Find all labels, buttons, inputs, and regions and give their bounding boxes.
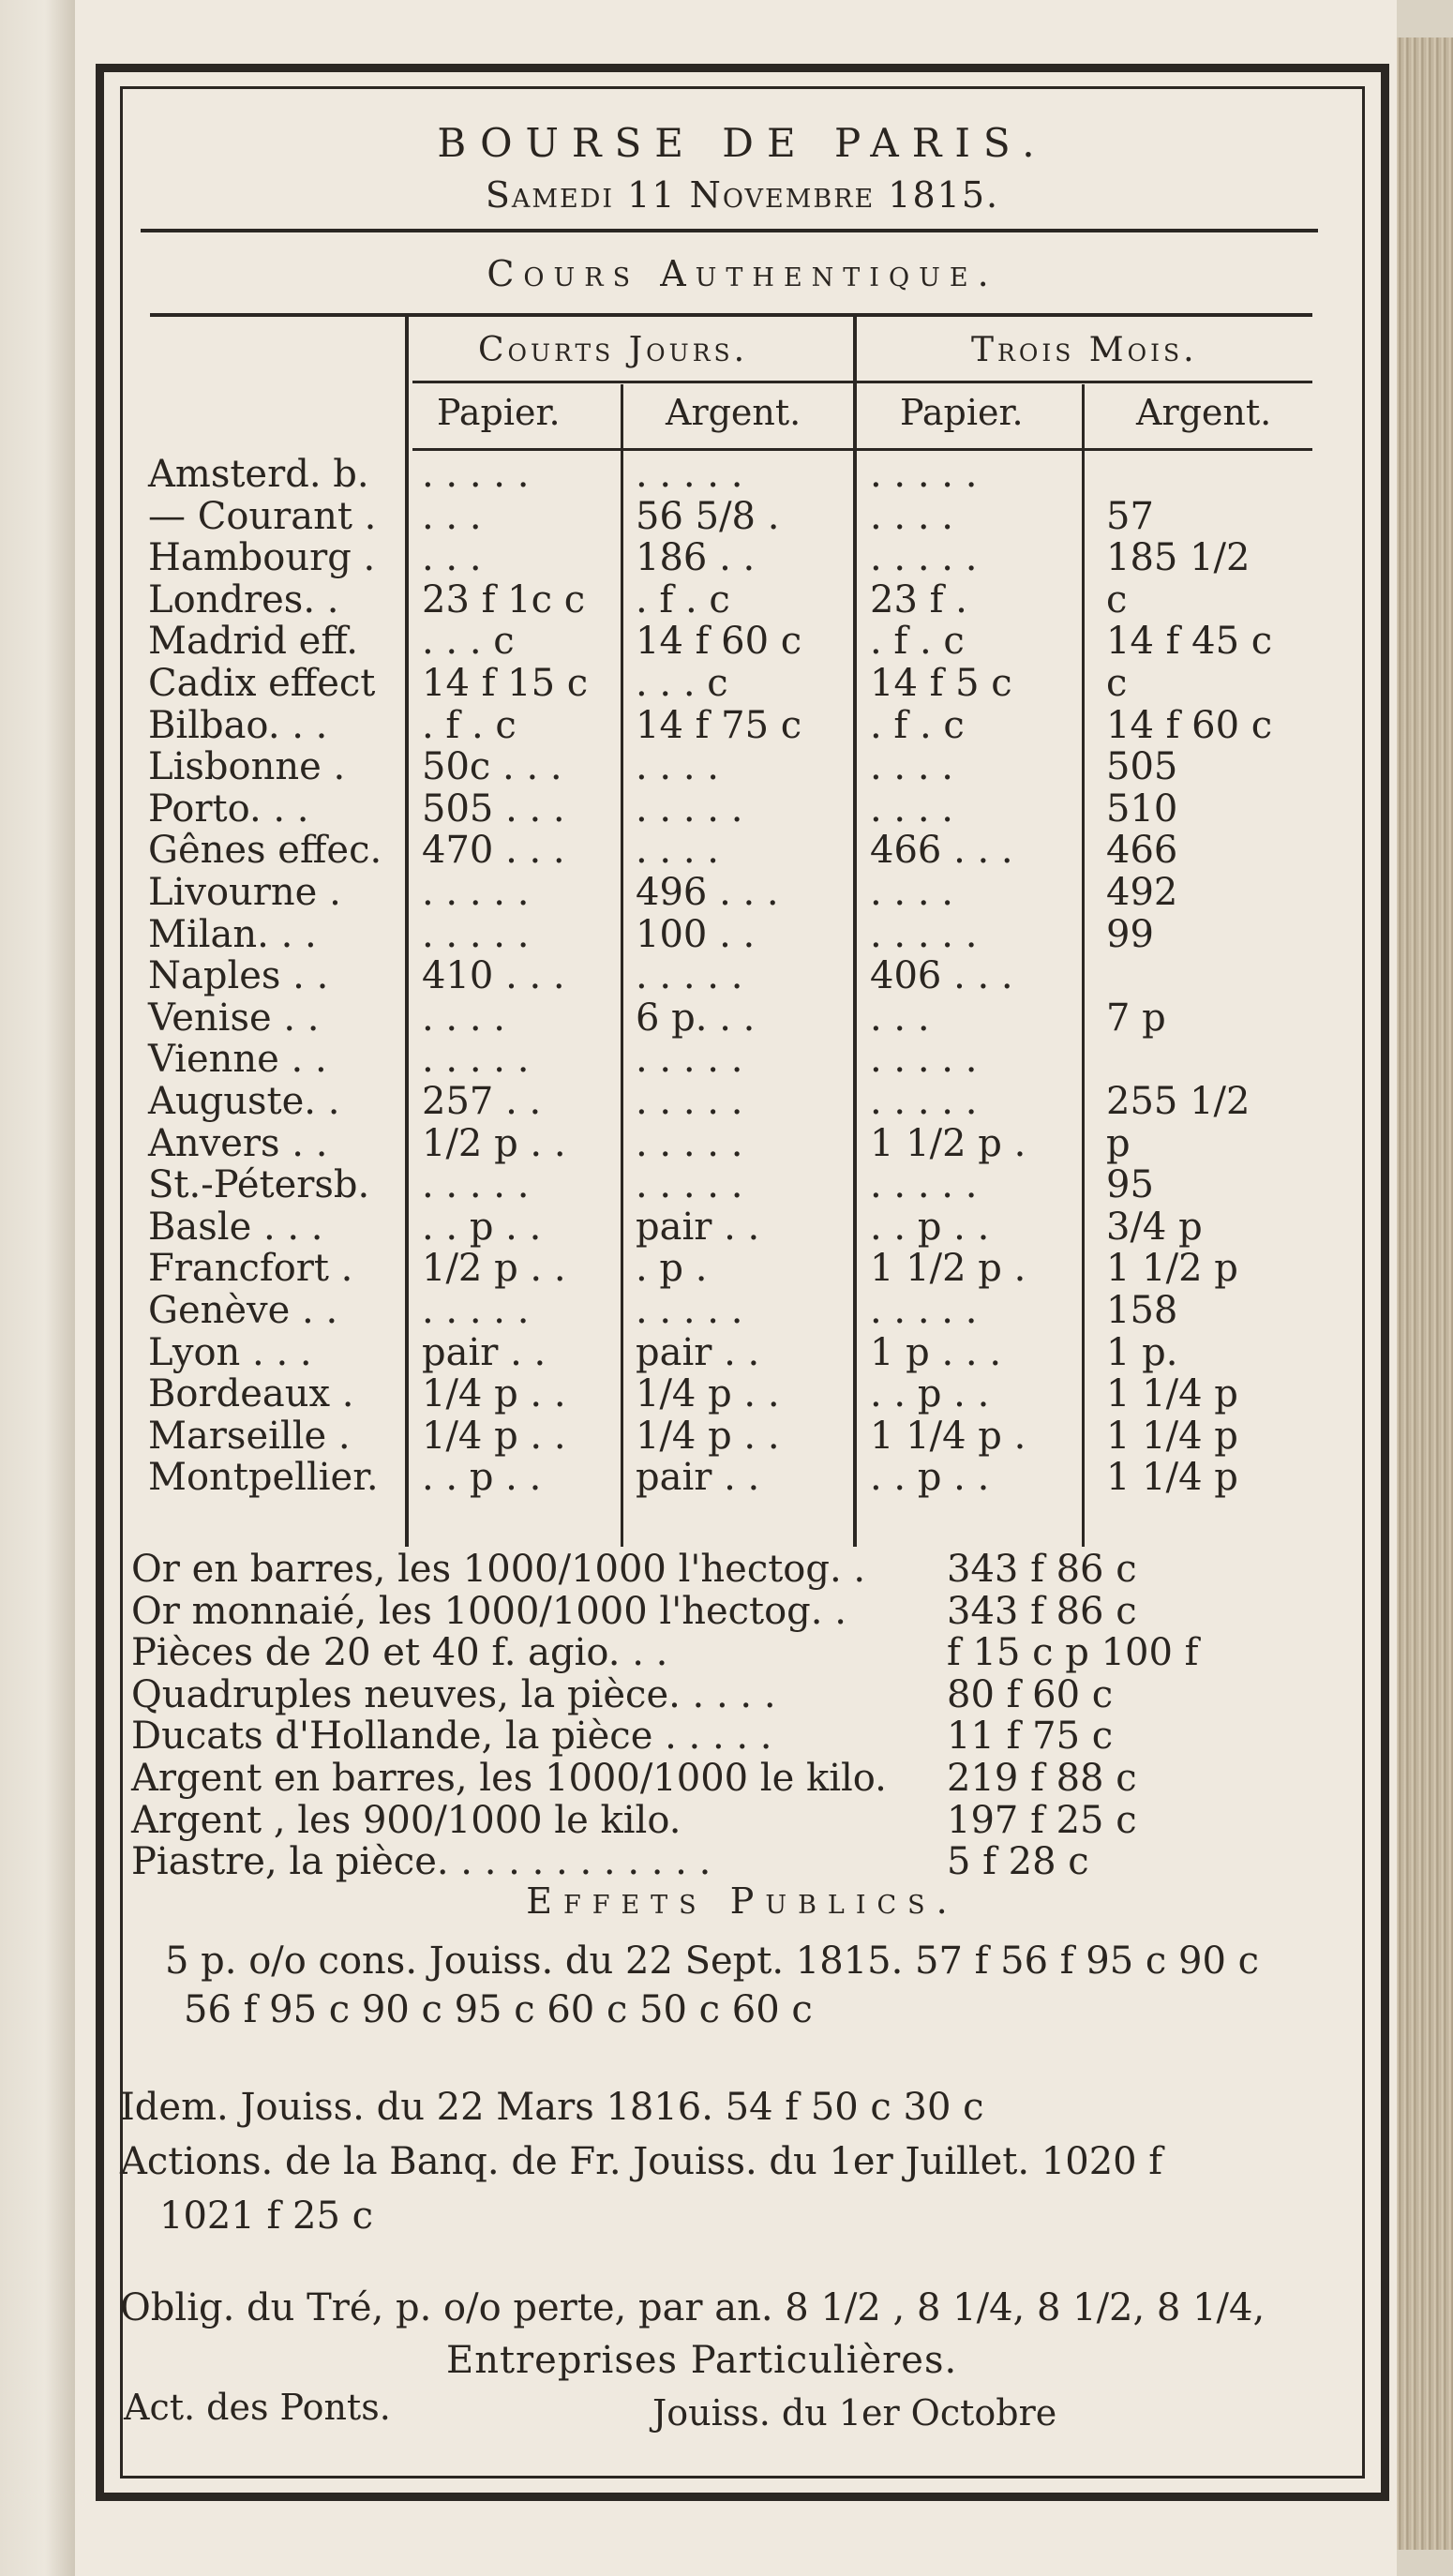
rate-cell: 6 p. . .: [636, 996, 756, 1040]
rate-cell: 50c . . .: [422, 745, 562, 788]
rate-cell: . . . c: [636, 662, 728, 705]
rate-cell: 466: [1106, 829, 1178, 872]
rate-cell: . . . . .: [422, 453, 530, 496]
place-name: Porto. . .: [148, 787, 309, 831]
effets-publics-title: Effets Publics.: [526, 1880, 959, 1922]
place-name: Londres. .: [148, 578, 339, 622]
metal-label: Piastre, la pièce. . . . . . . . . . . .: [131, 1840, 712, 1883]
rate-cell: . . . . .: [422, 1038, 530, 1081]
rate-cell: 1/4 p . .: [422, 1372, 566, 1415]
rate-cell: 1 1/4 p: [1106, 1372, 1238, 1415]
place-name: Naples . .: [148, 954, 329, 997]
page-title: BOURSE DE PARIS.: [437, 120, 1048, 166]
rate-cell: . . . c: [422, 620, 515, 663]
group-header: Trois Mois.: [971, 331, 1198, 369]
rate-cell: 3/4 p: [1106, 1206, 1203, 1249]
metal-value: 80 f 60 c: [947, 1673, 1114, 1716]
rate-cell: . . . .: [870, 871, 954, 914]
rule: [150, 313, 1312, 317]
rate-cell: . . . . .: [636, 787, 743, 831]
column-header: Papier.: [900, 392, 1024, 433]
place-name: Bordeaux .: [148, 1372, 354, 1415]
rate-cell: . f . c: [870, 704, 965, 747]
rate-cell: . . . . .: [870, 1080, 978, 1123]
rate-cell: 1/2 p . .: [422, 1247, 566, 1290]
place-name: Madrid eff.: [148, 620, 359, 663]
rate-cell: pair . .: [636, 1206, 760, 1249]
rate-cell: . . . .: [870, 787, 954, 831]
rate-cell: 14 f 45 c: [1106, 620, 1273, 663]
rate-cell: p: [1106, 1122, 1131, 1165]
place-name: Auguste. .: [148, 1080, 340, 1123]
place-name: St.-Pétersb.: [148, 1163, 370, 1206]
rate-cell: 406 . . .: [870, 954, 1013, 997]
rate-cell: . . . .: [870, 495, 954, 538]
rate-cell: pair . .: [636, 1331, 760, 1374]
rate-cell: c: [1106, 578, 1128, 622]
rate-cell: 1/4 p . .: [636, 1372, 780, 1415]
rate-cell: 99: [1106, 913, 1154, 956]
metal-value: 219 f 88 c: [947, 1757, 1137, 1800]
place-name: Vienne . .: [148, 1038, 327, 1081]
place-name: Bilbao. . .: [148, 704, 328, 747]
rate-cell: . . p . .: [870, 1372, 990, 1415]
rate-cell: . . . . .: [422, 913, 530, 956]
rate-cell: 496 . . .: [636, 871, 779, 914]
rule: [141, 229, 1318, 232]
column-rule: [1082, 384, 1085, 1547]
rate-cell: 100 . .: [636, 913, 756, 956]
place-name: Venise . .: [148, 996, 320, 1040]
rate-cell: 1 1/4 p .: [870, 1415, 1026, 1458]
rate-cell: . f . c: [870, 620, 965, 663]
rate-cell: 1/4 p . .: [636, 1415, 780, 1458]
rate-cell: 1/2 p . .: [422, 1122, 566, 1165]
place-name: Hambourg .: [148, 536, 376, 579]
column-rule: [621, 384, 623, 1547]
rate-cell: 505 . . .: [422, 787, 565, 831]
rate-cell: 23 f 1c c: [422, 578, 586, 622]
column-header: Argent.: [666, 392, 801, 433]
rate-cell: . f . c: [636, 578, 730, 622]
rate-cell: 1/4 p . .: [422, 1415, 566, 1458]
rate-cell: . . . . .: [636, 453, 743, 496]
rate-cell: 505: [1106, 745, 1178, 788]
rate-cell: c: [1106, 662, 1128, 705]
rate-cell: . . . . .: [870, 1289, 978, 1332]
place-name: Lyon . . .: [148, 1331, 312, 1374]
rate-cell: . . .: [422, 495, 482, 538]
effets-line: Idem. Jouiss. du 22 Mars 1816. 54 f 50 c 30 c: [120, 2086, 984, 2129]
effets-line: 1021 f 25 c: [159, 2194, 374, 2238]
rate-cell: . . . . .: [636, 954, 743, 997]
rate-cell: 1 1/2 p .: [870, 1122, 1026, 1165]
metal-value: 5 f 28 c: [947, 1840, 1089, 1883]
rate-cell: . . p . .: [422, 1456, 542, 1499]
metal-value: 343 f 86 c: [947, 1548, 1137, 1591]
rate-cell: pair . .: [422, 1331, 547, 1374]
effets-line: Actions. de la Banq. de Fr. Jouiss. du 1er Juillet. 1020 f: [120, 2140, 1163, 2183]
place-name: Francfort .: [148, 1247, 353, 1290]
rate-cell: . . . . .: [422, 1163, 530, 1206]
rate-cell: 56 5/8 .: [636, 495, 780, 538]
metal-label: Or en barres, les 1000/1000 l'hectog. .: [131, 1548, 866, 1591]
metal-label: Ducats d'Hollande, la pièce . . . . .: [131, 1715, 772, 1758]
page-edges: [1387, 37, 1453, 2550]
metal-label: Argent , les 900/1000 le kilo.: [131, 1799, 682, 1842]
column-header: Argent.: [1136, 392, 1272, 433]
rate-cell: . . . . .: [870, 1038, 978, 1081]
rate-cell: . . . . .: [636, 1122, 743, 1165]
act-ponts-value: Jouiss. du 1er Octobre: [652, 2392, 1057, 2434]
place-name: Amsterd. b.: [148, 453, 369, 496]
rate-cell: . . . . .: [636, 1080, 743, 1123]
place-name: Genève . .: [148, 1289, 338, 1332]
place-name: Marseille .: [148, 1415, 351, 1458]
rate-cell: 1 1/2 p .: [870, 1247, 1026, 1290]
rate-cell: . . .: [870, 996, 930, 1040]
rate-cell: 7 p: [1106, 996, 1166, 1040]
rate-cell: . . . .: [636, 829, 720, 872]
place-name: Milan. . .: [148, 913, 317, 956]
rate-cell: 14 f 75 c: [636, 704, 802, 747]
rate-cell: 95: [1106, 1163, 1154, 1206]
page-date: Samedi 11 Novembre 1815.: [485, 174, 1000, 216]
rate-cell: 1 1/4 p: [1106, 1456, 1238, 1499]
rate-cell: 158: [1106, 1289, 1178, 1332]
rate-cell: 14 f 15 c: [422, 662, 589, 705]
place-name: Basle . . .: [148, 1206, 323, 1249]
rate-cell: 1 p . . .: [870, 1331, 1002, 1374]
rate-cell: 14 f 5 c: [870, 662, 1012, 705]
rate-cell: 185 1/2: [1106, 536, 1251, 579]
rate-cell: 466 . . .: [870, 829, 1013, 872]
rate-cell: 57: [1106, 495, 1154, 538]
rate-cell: 410 . . .: [422, 954, 565, 997]
place-name: Anvers . .: [148, 1122, 328, 1165]
rate-cell: . . . . .: [422, 1289, 530, 1332]
rate-cell: . . p . .: [870, 1456, 990, 1499]
rate-cell: . . .: [422, 536, 482, 579]
rate-cell: 23 f .: [870, 578, 967, 622]
metal-value: 197 f 25 c: [947, 1799, 1137, 1842]
metal-label: Pièces de 20 et 40 f. agio. . .: [131, 1631, 668, 1674]
rate-cell: . . . .: [870, 745, 954, 788]
place-name: Gênes effec.: [148, 829, 382, 872]
column-rule: [405, 317, 409, 1547]
rate-cell: . . p . .: [422, 1206, 542, 1249]
rate-cell: 186 . .: [636, 536, 756, 579]
effets-line: 56 f 95 c 90 c 95 c 60 c 50 c 60 c: [184, 1988, 813, 2031]
column-rule: [853, 317, 857, 1547]
effets-line: 5 p. o/o cons. Jouiss. du 22 Sept. 1815. 57 f 56 f 95 c 90 c: [165, 1939, 1260, 1983]
column-header: Papier.: [437, 392, 561, 433]
rate-cell: . . . .: [636, 745, 720, 788]
rate-cell: pair . .: [636, 1456, 760, 1499]
rate-cell: 14 f 60 c: [1106, 704, 1273, 747]
rule: [412, 381, 1312, 383]
place-name: Livourne .: [148, 871, 341, 914]
rate-cell: . . . . .: [870, 913, 978, 956]
rate-cell: 14 f 60 c: [636, 620, 802, 663]
rate-cell: 510: [1106, 787, 1178, 831]
rate-cell: . . . . .: [870, 536, 978, 579]
rate-cell: . . p . .: [870, 1206, 990, 1249]
rate-cell: . . . . .: [636, 1289, 743, 1332]
rate-cell: 470 . . .: [422, 829, 565, 872]
metal-value: 11 f 75 c: [947, 1715, 1114, 1758]
rate-cell: 492: [1106, 871, 1178, 914]
rate-cell: 255 1/2: [1106, 1080, 1251, 1123]
rate-cell: . . . . .: [870, 453, 978, 496]
rule: [412, 448, 1312, 451]
metal-value: 343 f 86 c: [947, 1590, 1137, 1633]
rate-cell: 257 . .: [422, 1080, 542, 1123]
rate-cell: . . . . .: [636, 1038, 743, 1081]
rate-cell: . . . . .: [422, 871, 530, 914]
rate-cell: . . . .: [422, 996, 506, 1040]
metal-label: Quadruples neuves, la pièce. . . . .: [131, 1673, 776, 1716]
entreprises-title: Entreprises Particulières.: [446, 2339, 958, 2382]
place-name: Lisbonne .: [148, 745, 346, 788]
act-ponts-label: Act. des Ponts.: [124, 2387, 391, 2428]
rate-cell: . f . c: [422, 704, 517, 747]
section-title: Cours Authentique.: [487, 253, 998, 294]
facing-page-strip: [0, 0, 75, 2576]
rate-cell: 1 1/2 p: [1106, 1247, 1238, 1290]
place-name: — Courant .: [148, 495, 377, 538]
group-header: Courts Jours.: [478, 331, 749, 369]
rate-cell: 1 1/4 p: [1106, 1415, 1238, 1458]
rate-cell: . p .: [636, 1247, 708, 1290]
metal-label: Argent en barres, les 1000/1000 le kilo.: [131, 1757, 887, 1800]
place-name: Montpellier.: [148, 1456, 379, 1499]
rate-cell: 1 p.: [1106, 1331, 1178, 1374]
metal-label: Or monnaié, les 1000/1000 l'hectog. .: [131, 1590, 846, 1633]
effets-line: Oblig. du Tré, p. o/o perte, par an. 8 1/2 , 8 1/4, 8 1/2, 8 1/4,: [120, 2286, 1266, 2329]
place-name: Cadix effect: [148, 662, 376, 705]
metal-value: f 15 c p 100 f: [947, 1631, 1199, 1674]
rate-cell: . . . . .: [870, 1163, 978, 1206]
rate-cell: . . . . .: [636, 1163, 743, 1206]
